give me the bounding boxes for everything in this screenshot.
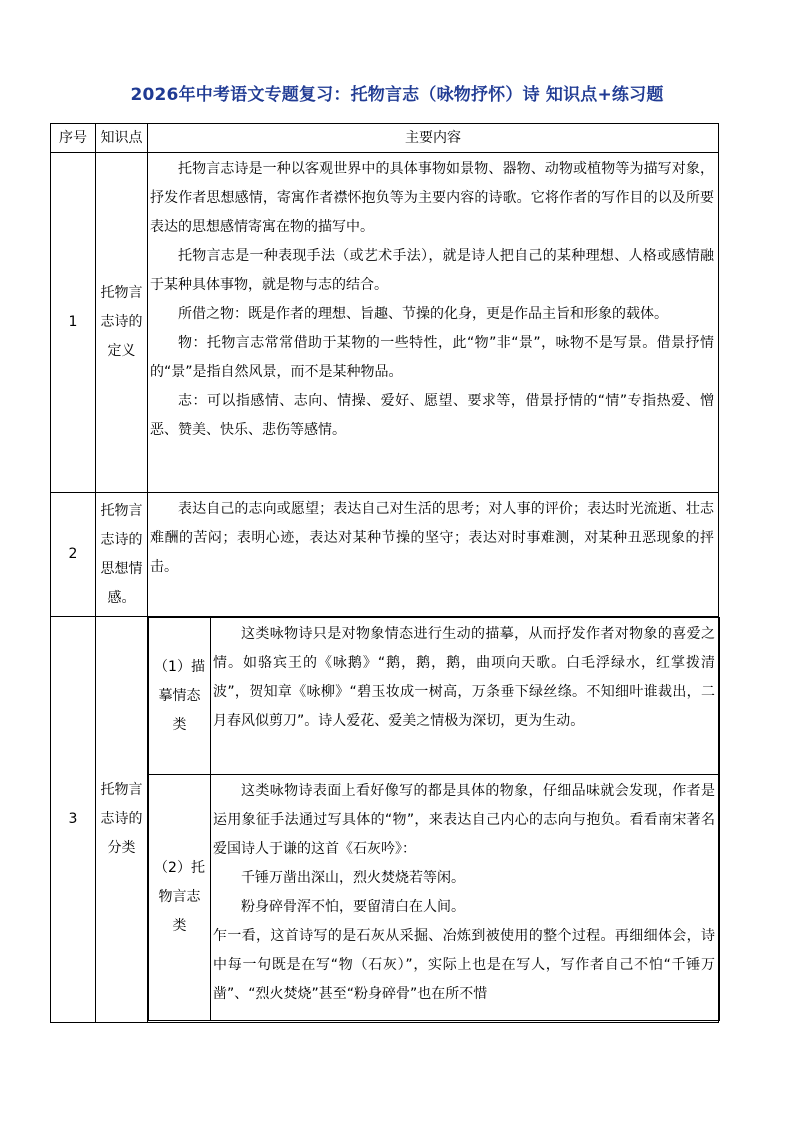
content-paragraph: 志：可以指感情、志向、情操、爱好、愿望、要求等，借景抒情的“情”专指热爱、憎恶、赞美、快乐、悲伤等感情。	[150, 393, 714, 438]
table-row	[51, 153, 719, 493]
content-paragraph: 表达自己的志向或愿望；表达自己对生活的思考；对人事的评价；表达时光流逝、壮志难酬的苦闷；表明心迹，表达对某种节操的坚守；表达对时事难测，对某种丑恶现象的抨击。	[150, 501, 714, 575]
row-content	[148, 493, 719, 617]
table-header-row	[51, 124, 719, 153]
content-paragraph: 这类咏物诗表面上看好像写的都是具体的物象，仔细品味就会发现，作者是运用象征手法通过写具体的“物”，来表达自己内心的志向与抱负。看看南宋著名爱国诗人于谦的这首《石灰吟》：	[213, 783, 715, 857]
poem-line: 粉身碎骨浑不怕，要留清白在人间。	[241, 899, 465, 915]
poem-line: 千锤万凿出深山，烈火焚烧若等闲。	[241, 870, 465, 886]
table-row	[51, 617, 719, 1023]
subcategory-label: （2）托物言志类	[149, 775, 211, 1021]
content-paragraph: 托物言志是一种表现手法（或艺术手法），就是诗人把自己的某种理想、人格或感情融于某种具体事物，就是物与志的结合。	[150, 248, 714, 293]
content-paragraph: 这类咏物诗只是对物象情态进行生动的描摹，从而抒发作者对物象的喜爱之情。如骆宾王的《咏鹅》“鹅，鹅，鹅，曲项向天歌。白毛浮绿水，红掌拨清波”，贺知章《咏柳》“碧玉妆成一树高，万条垂下绿丝绦。不知细叶谁裁出，二月春风似剪刀”。诗人爱花、爱美之情极为深切，更为生动。	[213, 626, 715, 729]
row-content	[148, 617, 719, 1023]
table-row	[51, 493, 719, 617]
knowledge-point: 托物言志诗的思想情感。	[96, 493, 148, 617]
knowledge-point: 托物言志诗的分类	[96, 617, 148, 1023]
knowledge-table	[50, 123, 719, 1023]
knowledge-point: 托物言志诗的定义	[96, 153, 148, 493]
content-paragraph: 乍一看，这首诗写的是石灰从采掘、冶炼到被使用的整个过程。再细细体会，诗中每一句既是在写“物（石灰）”，实际上也是在写人，写作者自己不怕“千锤万凿”、“烈火焚烧”甚至“粉身碎骨”也在所不惜	[213, 928, 715, 1002]
subcategory-table	[148, 617, 720, 1021]
header-content: 主要内容	[148, 124, 719, 153]
row-content	[148, 153, 719, 493]
subcategory-content	[211, 618, 720, 775]
row-number: 1	[51, 153, 96, 493]
document-title: 2026年中考语文专题复习：托物言志（咏物抒怀）诗 知识点+练习题	[130, 85, 664, 105]
row-number: 2	[51, 493, 96, 617]
subcategory-row	[149, 775, 720, 1021]
content-paragraph: 所借之物：既是作者的理想、旨趣、节操的化身，更是作品主旨和形象的载体。	[178, 306, 668, 322]
header-point: 知识点	[96, 124, 148, 153]
subcategory-row	[149, 618, 720, 775]
header-seq: 序号	[51, 124, 96, 153]
content-paragraph: 托物言志诗是一种以客观世界中的具体事物如景物、器物、动物或植物等为描写对象，抒发作者思想感情，寄寓作者襟怀抱负等为主要内容的诗歌。它将作者的写作目的以及所要表达的思想感情寄寓在物的描写中。	[150, 161, 714, 235]
subcategory-content	[211, 775, 720, 1021]
content-paragraph: 物：托物言志常常借助于某物的一些特性，此“物”非“景”，咏物不是写景。借景抒情的“景”是指自然风景，而不是某种物品。	[150, 335, 714, 380]
subcategory-label: （1）描摹情态类	[149, 618, 211, 775]
row-number: 3	[51, 617, 96, 1023]
